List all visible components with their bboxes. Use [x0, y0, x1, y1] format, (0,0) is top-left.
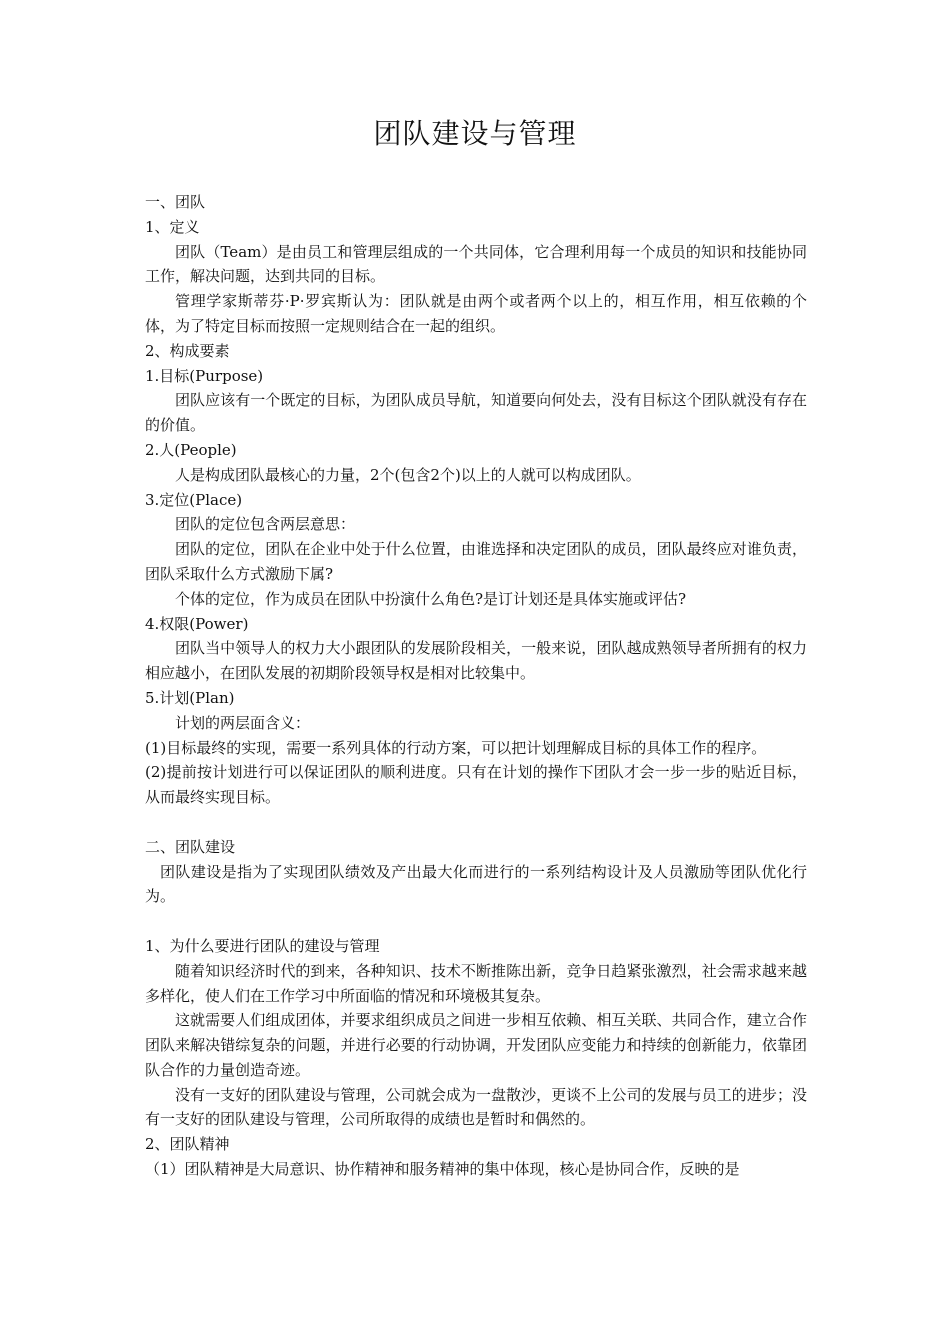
subsection-heading: 1、定义: [145, 217, 200, 236]
item-heading: 4.权限(Power): [145, 614, 249, 633]
paragraph: 团队的定位，团队在企业中处于什么位置，由谁选择和决定团队的成员，团队最终应对谁负责，团队采取什么方式激励下属?: [145, 540, 807, 583]
subsection-heading: 2、构成要素: [145, 341, 230, 360]
paragraph: 团队当中领导人的权力大小跟团队的发展阶段相关，一般来说，团队越成熟领导者所拥有的权力相应越小，在团队发展的初期阶段领导权是相对比较集中。: [145, 639, 807, 683]
item-heading: 2.人(People): [145, 440, 237, 459]
paragraph: 团队（Team）是由员工和管理层组成的一个共同体，它合理利用每一个成员的知识和技能协同工作，解决问题，达到共同的目标。: [145, 242, 807, 286]
item-heading: 5.计划(Plan): [145, 688, 235, 707]
blank-line: [145, 810, 807, 835]
paragraph: (2)提前按计划进行可以保证团队的顺利进度。只有在计划的操作下团队才会一步一步的贴近目标，从而最终实现目标。: [145, 763, 807, 807]
paragraph: 管理学家斯蒂芬·P·罗宾斯认为：团队就是由两个或者两个以上的，相互作用，相互依赖的个体，为了特定目标而按照一定规则结合在一起的组织。: [145, 292, 807, 335]
paragraph: （1）团队精神是大局意识、协作精神和服务精神的集中体现，核心是协同合作，反映的是: [145, 1160, 740, 1179]
paragraph: 随着知识经济时代的到来，各种知识、技术不断推陈出新，竞争日趋紧张激烈，社会需求越来越多样化，使人们在工作学习中所面临的情况和环境极其复杂。: [145, 961, 807, 1005]
paragraph: 没有一支好的团队建设与管理，公司就会成为一盘散沙，更谈不上公司的发展与员工的进步；没有一支好的团队建设与管理，公司所取得的成绩也是暂时和偶然的。: [145, 1085, 807, 1129]
item-heading: 1.目标(Purpose): [145, 366, 264, 385]
paragraph: 计划的两层面含义：: [175, 713, 311, 732]
document-body: [145, 190, 807, 1182]
section-heading: 二、团队建设: [145, 837, 236, 856]
paragraph: 个体的定位，作为成员在团队中扮演什么角色?是订计划还是具体实施或评估?: [175, 589, 687, 608]
paragraph: 团队应该有一个既定的目标，为团队成员导航，知道要向何处去，没有目标这个团队就没有存在的价值。: [145, 391, 807, 435]
blank-line: [145, 909, 807, 934]
paragraph: 团队建设是指为了实现团队绩效及产出最大化而进行的一系列结构设计及人员激励等团队优化行为。: [145, 862, 807, 906]
paragraph: 团队的定位包含两层意思：: [175, 515, 356, 534]
page-title: 团队建设与管理: [373, 117, 577, 150]
item-heading: 3.定位(Place): [145, 490, 243, 509]
paragraph: 人是构成团队最核心的力量，2个(包含2个)以上的人就可以构成团队。: [175, 465, 641, 484]
section-heading: 一、团队: [145, 193, 206, 211]
paragraph: 这就需要人们组成团体，并要求组织成员之间进一步相互依赖、相互关联、共同合作，建立合作团队来解决错综复杂的问题，并进行必要的行动协调，开发团队应变能力和持续的创新能力，依靠团队合作的力量创造奇迹。: [145, 1011, 807, 1079]
paragraph: (1)目标最终的实现，需要一系列具体的行动方案，可以把计划理解成目标的具体工作的程序。: [145, 738, 767, 757]
subsection-heading: 1、为什么要进行团队的建设与管理: [145, 936, 380, 955]
subsection-heading: 2、团队精神: [145, 1135, 230, 1154]
